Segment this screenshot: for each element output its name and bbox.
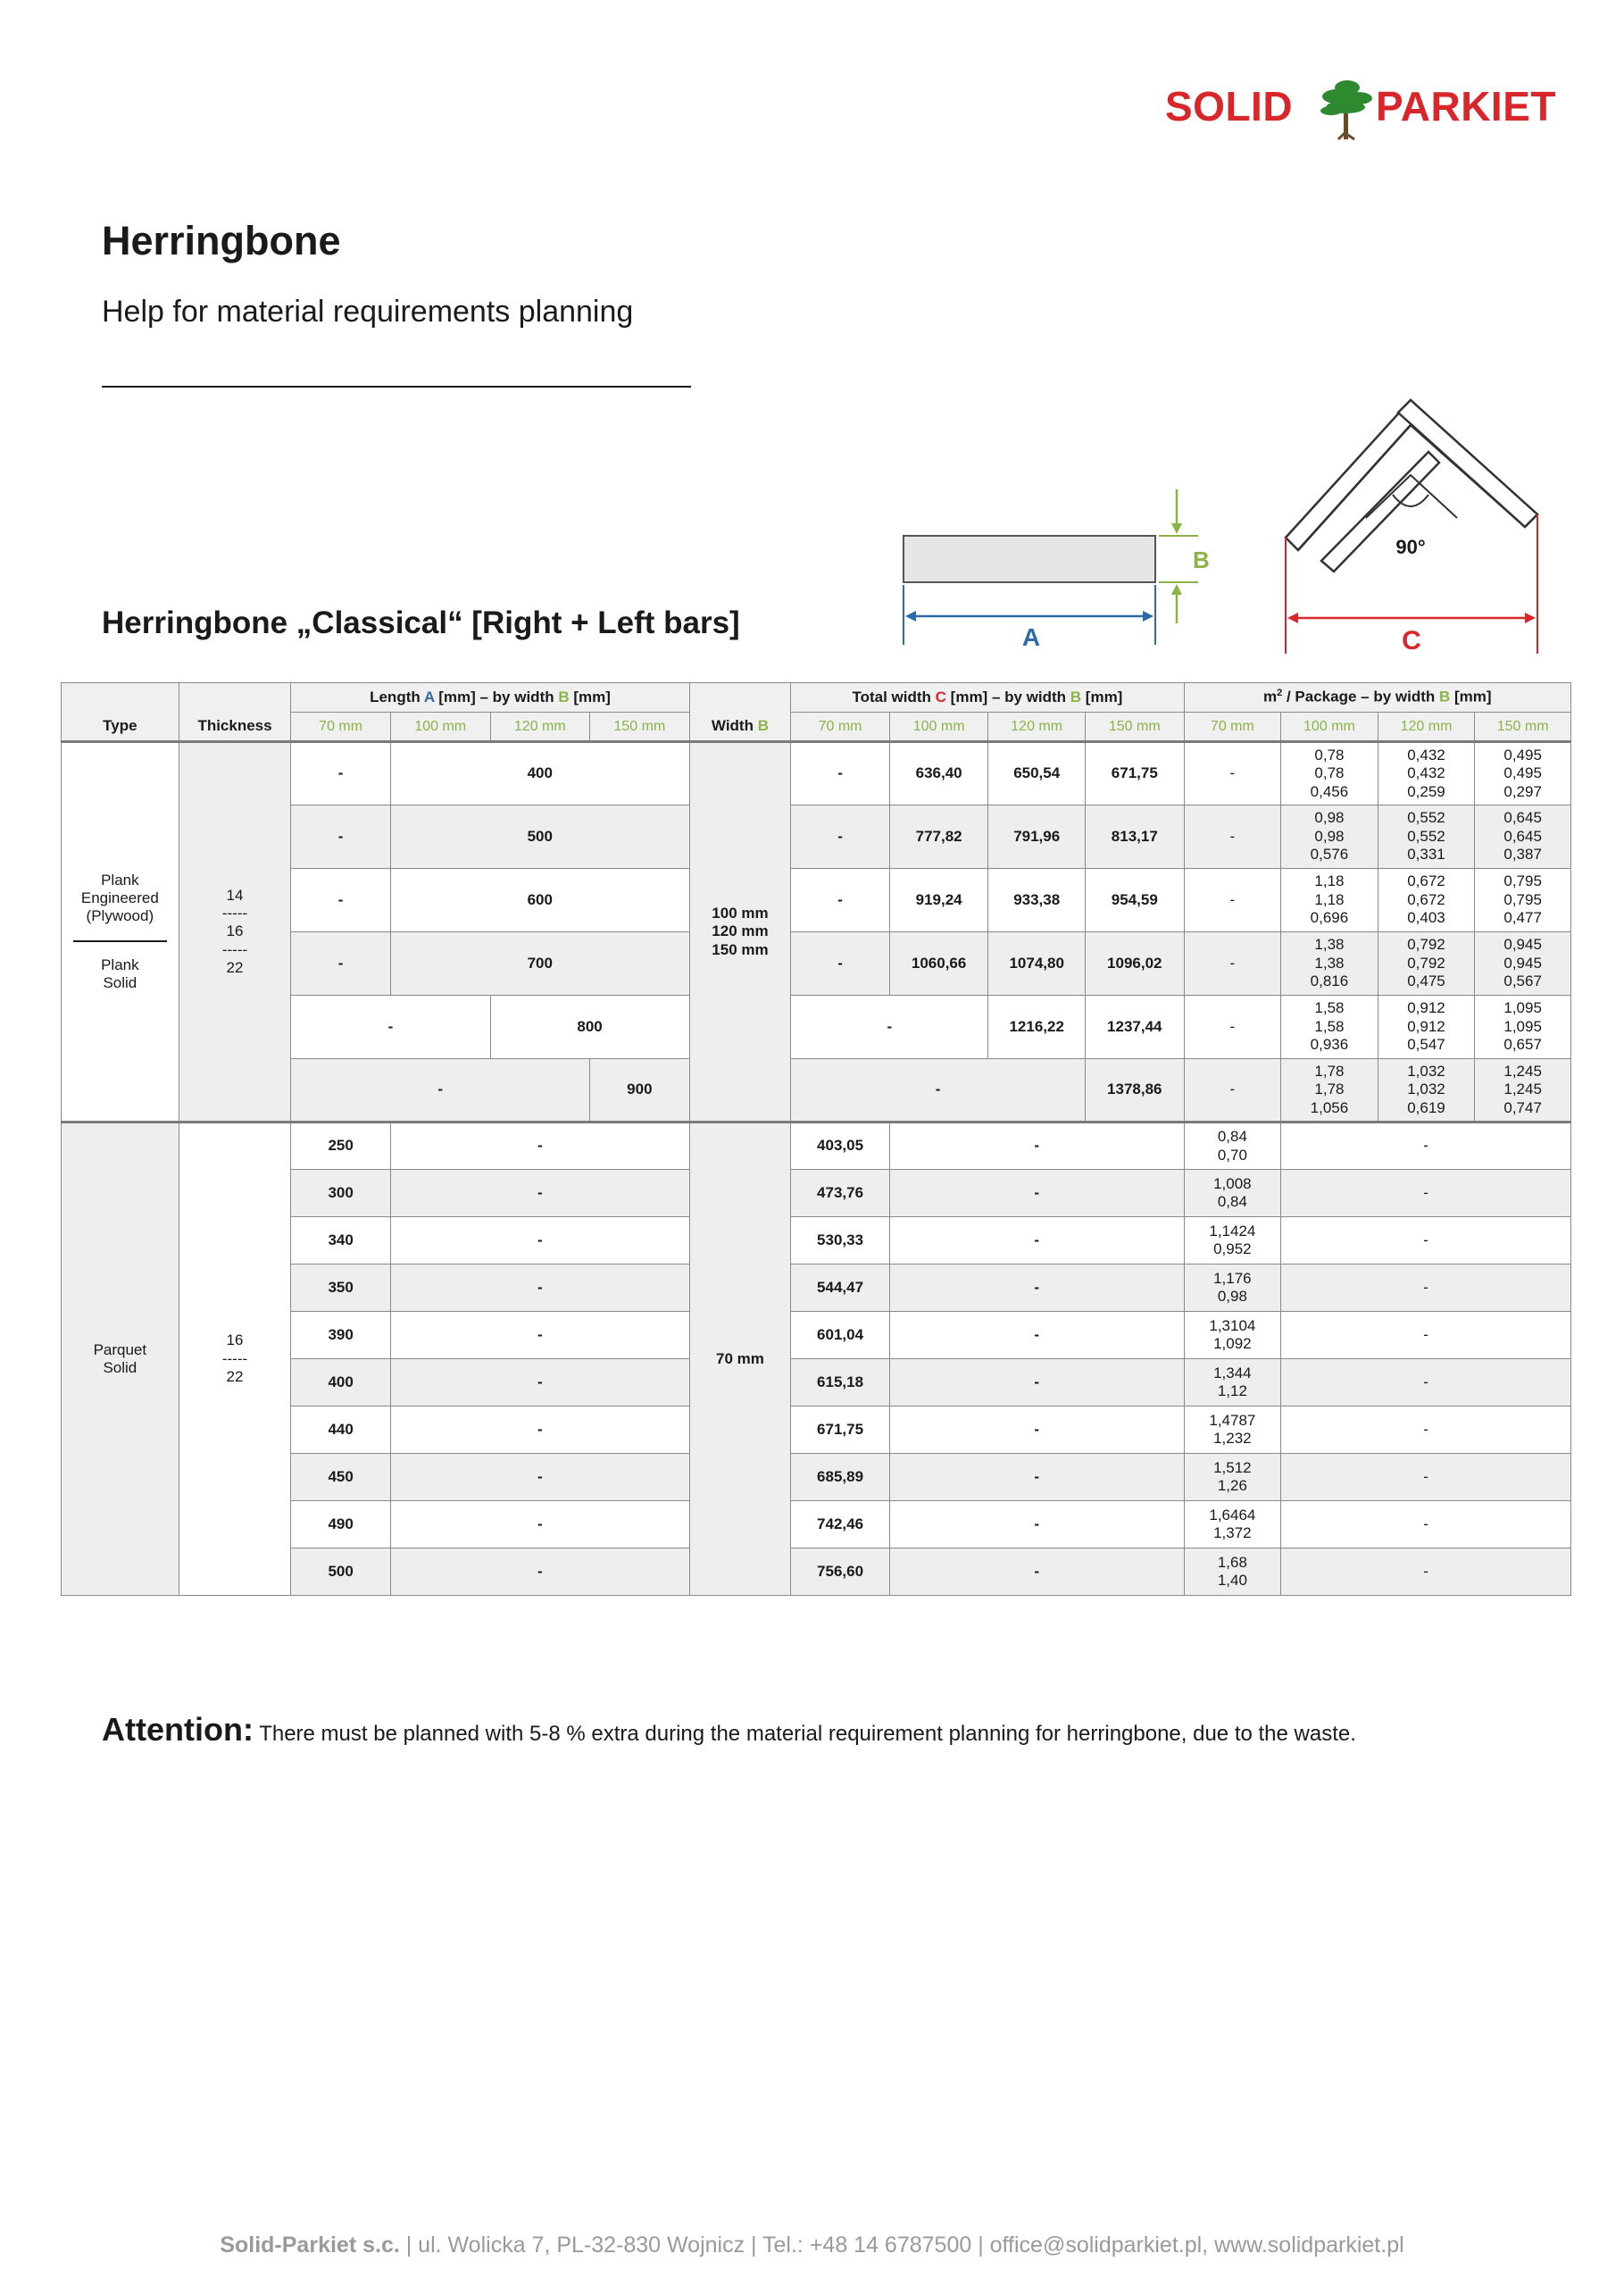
header-type: Type	[62, 713, 179, 742]
herringbone-diagram	[893, 393, 1571, 670]
header-length: Length A [mm] – by width B [mm]	[291, 683, 689, 713]
label-a: A	[1021, 623, 1041, 651]
company-logo	[1165, 73, 1585, 145]
thickness-cell: 14 ----- 16 ----- 22	[179, 742, 291, 1123]
header-total-width: Total width C [mm] – by width B [mm]	[791, 683, 1184, 713]
attention-text: There must be planned with 5-8 % extra during the material requirement planning for herringbone, due to the waste.	[253, 1722, 1356, 1746]
table-row: 300 - 473,76 - 1,008 0,84 -	[62, 1170, 1571, 1217]
table-row: Parquet Solid 16 ----- 22 250 - 70 mm 403,05 - 0,84 0,70 -	[62, 1123, 1571, 1170]
table-row: 500 - 756,60 - 1,68 1,40 -	[62, 1548, 1571, 1596]
attention-label: Attention:	[102, 1711, 254, 1748]
title-divider	[102, 386, 691, 388]
table-row: - 900 - 1378,86 - 1,78 1,78 1,056 1,032 1,032 0,619 1,245 1,245 0,747	[62, 1059, 1571, 1123]
page-title: Herringbone	[102, 218, 341, 263]
label-b: B	[1193, 547, 1210, 573]
thickness-parquet-cell: 16 ----- 22	[179, 1123, 291, 1596]
header-row-widths: Type Thickness 70 mm 100 mm 120 mm 150 mm Width B 70 mm 100 mm 120 mm 150 mm 70 mm 100 mm 120 mm 150 mm	[62, 713, 1571, 742]
table-row: 450 - 685,89 - 1,512 1,26 -	[62, 1454, 1571, 1501]
tree-icon	[1315, 75, 1379, 141]
type-plank-cell	[62, 742, 179, 1123]
table-row: 490 - 742,46 - 1,6464 1,372 -	[62, 1501, 1571, 1548]
table-row: 440 - 671,75 - 1,4787 1,232 -	[62, 1406, 1571, 1454]
page-footer	[0, 2233, 1624, 2258]
attention-note	[102, 1711, 1356, 1749]
logo-text-left: SOLID	[1165, 83, 1294, 129]
footer-contact: | ul. Wolicka 7, PL-32-830 Wojnicz | Tel.: +48 14 6787500 | office@solidparkiet.pl, www.solidparkiet.pl	[399, 2233, 1404, 2258]
table-row: - 500 - 777,82 791,96 813,17 - 0,98 0,98 0,576 0,552 0,552 0,331 0,645 0,645 0,387	[62, 805, 1571, 869]
page-subtitle: Help for material requirements planning	[102, 295, 634, 329]
table-row: 390 - 601,04 - 1,3104 1,092 -	[62, 1312, 1571, 1359]
width-cell: 100 mm 120 mm 150 mm	[689, 742, 791, 1123]
width-parquet-cell: 70 mm	[689, 1123, 791, 1596]
table-row: 340 - 530,33 - 1,1424 0,952 -	[62, 1217, 1571, 1265]
type-plank-solid: Plank Solid	[101, 956, 139, 992]
bar-dimension-figure	[904, 489, 1210, 651]
footer-company: Solid-Parkiet s.c.	[220, 2233, 400, 2258]
table-row: - 600 - 919,24 933,38 954,59 - 1,18 1,18 0,696 0,672 0,672 0,403 0,795 0,795 0,477	[62, 869, 1571, 932]
header-thickness: Thickness	[179, 713, 291, 742]
header-m2-package: $m^2$ / Package – by width B [mm]	[1184, 683, 1570, 713]
section-title: Herringbone „Classical“ [Right + Left bars]	[102, 605, 740, 640]
type-parquet-cell: Parquet Solid	[62, 1123, 179, 1596]
label-c: C	[1402, 626, 1421, 655]
table-row: Plank Engineered (Plywood) Plank Solid 14 ----- 16 ----- 22 - 400 100 mm 120 mm 150 mm - 636,40 650,54 671,75 - 0,78 0,78 0,456 0,432 0,432 0,259 0,495 0,495 0,297	[62, 742, 1571, 805]
header-row-groups	[62, 683, 1571, 713]
table-row: - 700 - 1060,66 1074,80 1096,02 - 1,38 1,38 0,816 0,792 0,792 0,475 0,945 0,945 0,567	[62, 932, 1571, 996]
type-plank-engineered: Plank Engineered (Plywood)	[80, 871, 159, 925]
table-row: 400 - 615,18 - 1,344 1,12 -	[62, 1359, 1571, 1406]
header-width: Width B	[689, 713, 791, 742]
chevron-figure	[1286, 400, 1537, 655]
table-row: 350 - 544,47 - 1,176 0,98 -	[62, 1265, 1571, 1312]
angle-label: 90°	[1395, 536, 1426, 558]
table-row: - 800 - 1216,22 1237,44 - 1,58 1,58 0,936 0,912 0,912 0,547 1,095 1,095 0,657	[62, 996, 1571, 1059]
type-divider	[73, 940, 167, 942]
herringbone-table	[61, 682, 1571, 1596]
logo-text-right: PARKIET	[1376, 83, 1556, 129]
